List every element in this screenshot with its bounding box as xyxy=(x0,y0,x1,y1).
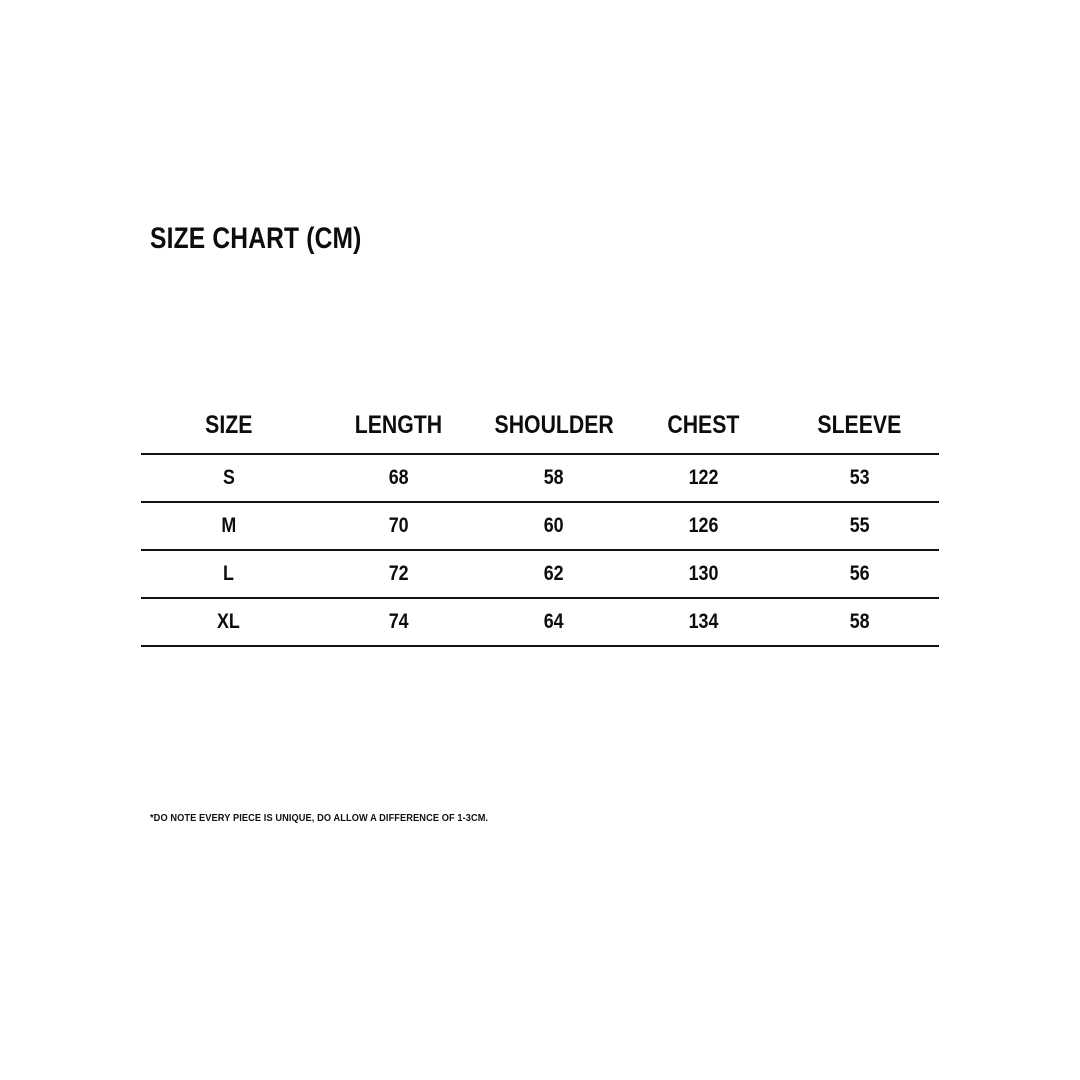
cell-chest xyxy=(628,598,780,646)
table-header xyxy=(141,405,939,454)
disclaimer-note: *DO NOTE EVERY PIECE IS UNIQUE, DO ALLOW A DIFFERENCE OF 1-3CM. xyxy=(150,812,489,824)
cell-size xyxy=(141,598,317,646)
cell-length xyxy=(317,454,481,502)
cell-length xyxy=(317,550,481,598)
table-body xyxy=(141,454,939,646)
cell-sleeve-value: 56 xyxy=(849,562,870,585)
column-header-chest-label: CHEST xyxy=(667,410,740,439)
cell-chest xyxy=(628,454,780,502)
cell-shoulder-value: 64 xyxy=(544,610,564,633)
cell-size xyxy=(141,550,317,598)
cell-length-value: 68 xyxy=(388,466,409,489)
cell-size-value: XL xyxy=(217,610,241,633)
cell-shoulder xyxy=(480,550,628,598)
cell-length-value: 74 xyxy=(388,610,409,633)
cell-length xyxy=(317,502,481,550)
cell-size-value: L xyxy=(223,562,235,585)
column-header-shoulder xyxy=(480,405,628,454)
table-row xyxy=(141,502,939,550)
cell-sleeve xyxy=(779,502,939,550)
cell-size-value: M xyxy=(221,514,237,537)
cell-length-value: 72 xyxy=(388,562,409,585)
column-header-length xyxy=(317,405,481,454)
column-header-chest xyxy=(628,405,780,454)
cell-length-value: 70 xyxy=(388,514,409,537)
column-header-sleeve xyxy=(779,405,939,454)
column-header-size xyxy=(141,405,317,454)
table-row xyxy=(141,454,939,502)
table-row xyxy=(141,550,939,598)
cell-chest xyxy=(628,550,780,598)
cell-chest-value: 130 xyxy=(688,562,719,585)
column-header-length-label: LENGTH xyxy=(354,410,443,439)
cell-size-value: S xyxy=(222,466,235,489)
cell-chest xyxy=(628,502,780,550)
cell-sleeve xyxy=(779,550,939,598)
cell-chest-value: 126 xyxy=(688,514,719,537)
column-header-shoulder-label: SHOULDER xyxy=(494,410,614,439)
cell-shoulder-value: 60 xyxy=(544,514,564,537)
cell-shoulder xyxy=(480,454,628,502)
column-header-sleeve-label: SLEEVE xyxy=(817,410,902,439)
cell-shoulder-value: 62 xyxy=(544,562,564,585)
column-header-size-label: SIZE xyxy=(205,410,253,439)
table-row xyxy=(141,598,939,646)
cell-chest-value: 122 xyxy=(688,466,719,489)
cell-chest-value: 134 xyxy=(688,610,719,633)
page-title: SIZE CHART (CM) xyxy=(150,222,362,255)
cell-length xyxy=(317,598,481,646)
cell-sleeve-value: 55 xyxy=(849,514,870,537)
cell-sleeve xyxy=(779,598,939,646)
cell-shoulder xyxy=(480,502,628,550)
table-header-row xyxy=(141,405,939,454)
cell-shoulder-value: 58 xyxy=(544,466,564,489)
cell-sleeve-value: 58 xyxy=(849,610,870,633)
cell-sleeve-value: 53 xyxy=(849,466,870,489)
cell-size xyxy=(141,502,317,550)
cell-sleeve xyxy=(779,454,939,502)
size-chart-table-wrapper xyxy=(141,405,939,647)
size-chart-table xyxy=(141,405,939,647)
cell-size xyxy=(141,454,317,502)
cell-shoulder xyxy=(480,598,628,646)
